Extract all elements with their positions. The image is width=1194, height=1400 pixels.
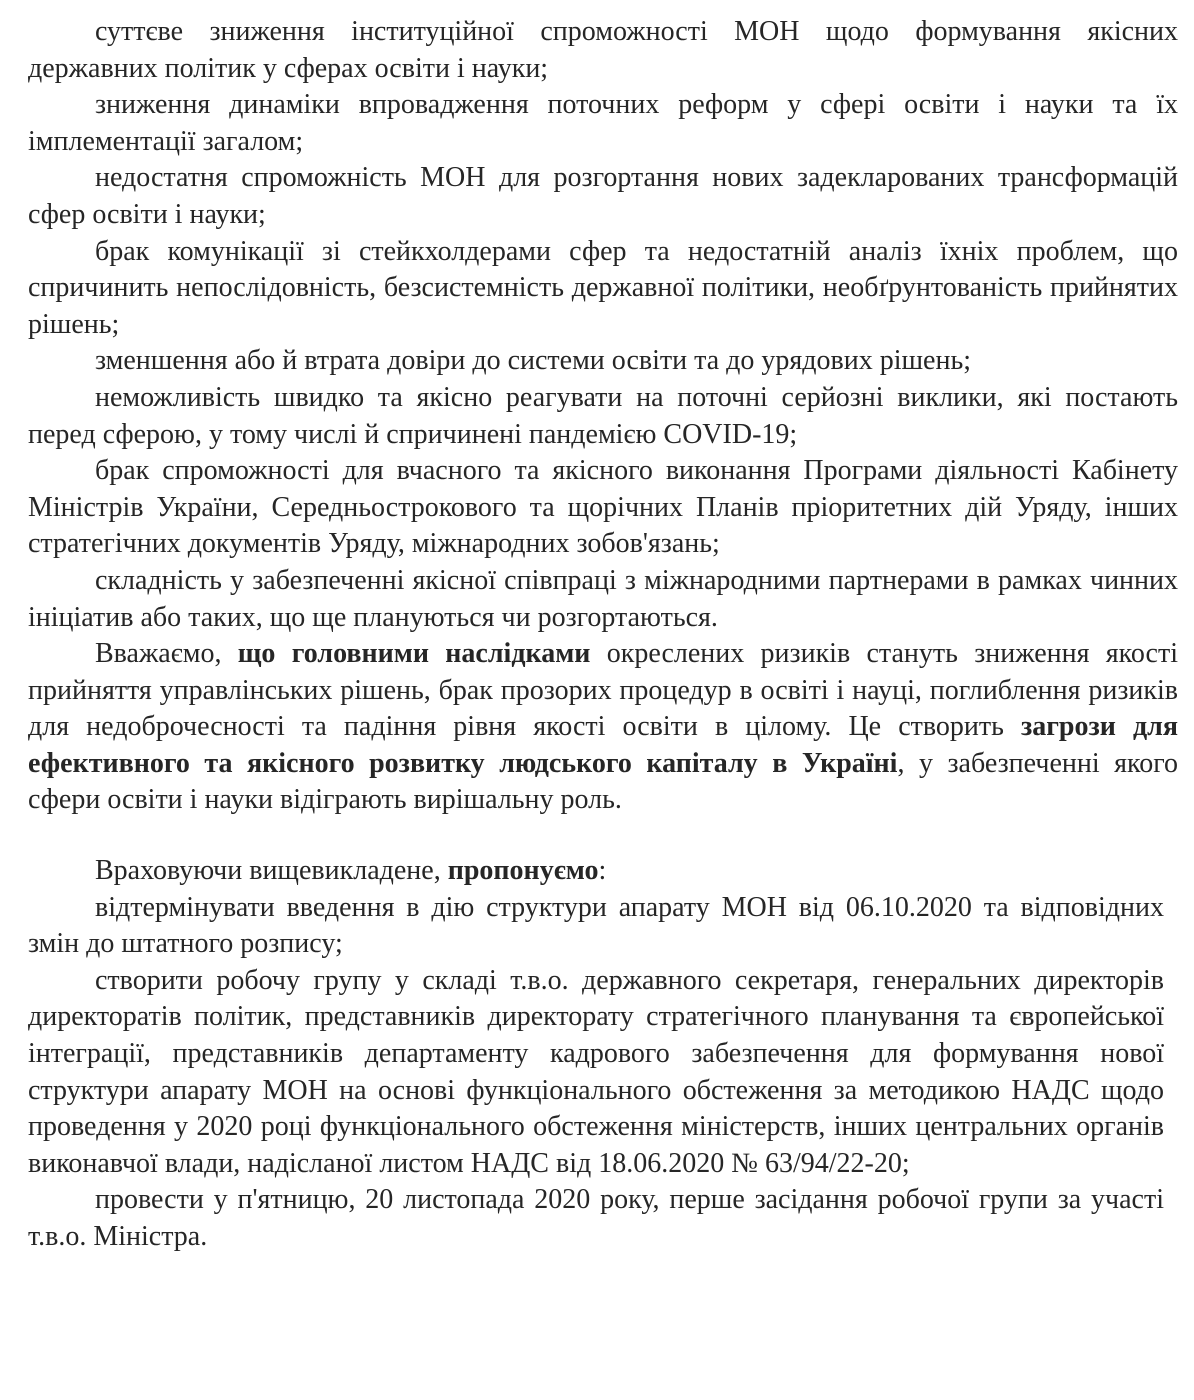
paragraph-3 <box>28 160 1178 233</box>
paragraph-6 <box>28 380 1178 453</box>
text-segment: , у забезпеченні якого сфери освіти і науки відіграють вирішальну роль. <box>28 747 1179 816</box>
bold-text-segment: загрози для ефективного та якісного розвитку людського капіталу в Україні <box>28 711 1178 779</box>
paragraph-5 <box>28 343 1178 380</box>
paragraph-12 <box>28 963 1164 1183</box>
paragraph-13 <box>28 1182 1164 1255</box>
text-segment: Вважаємо, <box>95 638 238 670</box>
paragraph-10 <box>28 853 1178 890</box>
text-segment: відтермінувати введення в дію структури апарату МОН від 06.10.2020 та відповідних змін до штатного розпису; <box>28 891 1164 960</box>
text-segment: : <box>598 855 607 887</box>
paragraph-8 <box>28 563 1178 636</box>
paragraph-2 <box>28 87 1178 160</box>
paragraph-1 <box>28 14 1178 87</box>
text-segment: брак спроможності для вчасного та якісного виконання Програми діяльності Кабінету Міністрів України, Середньострокового та щорічних Планів пріоритетних дій Уряду, інших стратегічних документів Уряду, міжнародних зобов'язань; <box>28 455 1178 560</box>
text-segment: створити робочу групу у складі т.в.о. державного секретаря, генеральних директорів директоратів політик, представників директорату стратегічного планування та європейської інтеграції, представників департаменту кадрового забезпечення для формування нової структури апарату МОН на основі функціонального обстеження за методикою НАДС щодо проведення у 2020 році функціонального обстеження міністерств, інших центральних органів виконавчої влади, надісланої листом НАДС від 18.06.2020 № 63/94/22-20; <box>28 964 1164 1179</box>
text-segment: неможливість швидко та якісно реагувати на поточні серйозні виклики, які постають перед сферою, у тому числі й спричинені пандемією COVID-19; <box>28 381 1178 450</box>
document-page <box>28 14 1178 1394</box>
text-segment: зниження динаміки впровадження поточних реформ у сфері освіти і науки та їх імплементації загалом; <box>28 89 1178 157</box>
bold-text-segment: що головними наслідками <box>237 638 591 670</box>
bold-text-segment: пропонуємо <box>447 855 599 887</box>
text-segment: суттєве зниження інституційної спроможності МОН щодо формування якісних державних політик у сферах освіти і науки; <box>28 16 1178 84</box>
paragraph-11 <box>28 890 1164 963</box>
paragraph-9 <box>28 636 1178 819</box>
paragraph-4 <box>28 234 1178 344</box>
text-segment: зменшення або й втрата довіри до системи освіти та до урядових рішень; <box>95 345 972 377</box>
text-segment: недостатня спроможність МОН для розгортання нових задекларованих трансформацій сфер освіти і науки; <box>28 162 1178 230</box>
text-segment: складність у забезпеченні якісної співпраці з міжнародними партнерами в рамках чинних ініціатив або таких, що ще плануються чи розгортаються. <box>28 564 1178 633</box>
text-segment: брак комунікації зі стейкхолдерами сфер та недостатній аналіз їхніх проблем, що спричинить непослідовність, безсистемність державної політики, необґрунтованість прийнятих рішень; <box>28 235 1178 340</box>
paragraph-7 <box>28 453 1178 563</box>
text-segment: провести у п'ятницю, 20 листопада 2020 року, перше засідання робочої групи за участі т.в.о. Міністра. <box>28 1184 1164 1252</box>
text-segment: Враховуючи вищевикладене, <box>95 855 448 887</box>
text-segment: окреслених ризиків стануть зниження якості прийняття управлінських рішень, брак прозорих процедур в освіті і науці, поглиблення ризиків для недоброчесності та падіння рівня якості освіти в цілому. Це створить <box>28 638 1178 743</box>
